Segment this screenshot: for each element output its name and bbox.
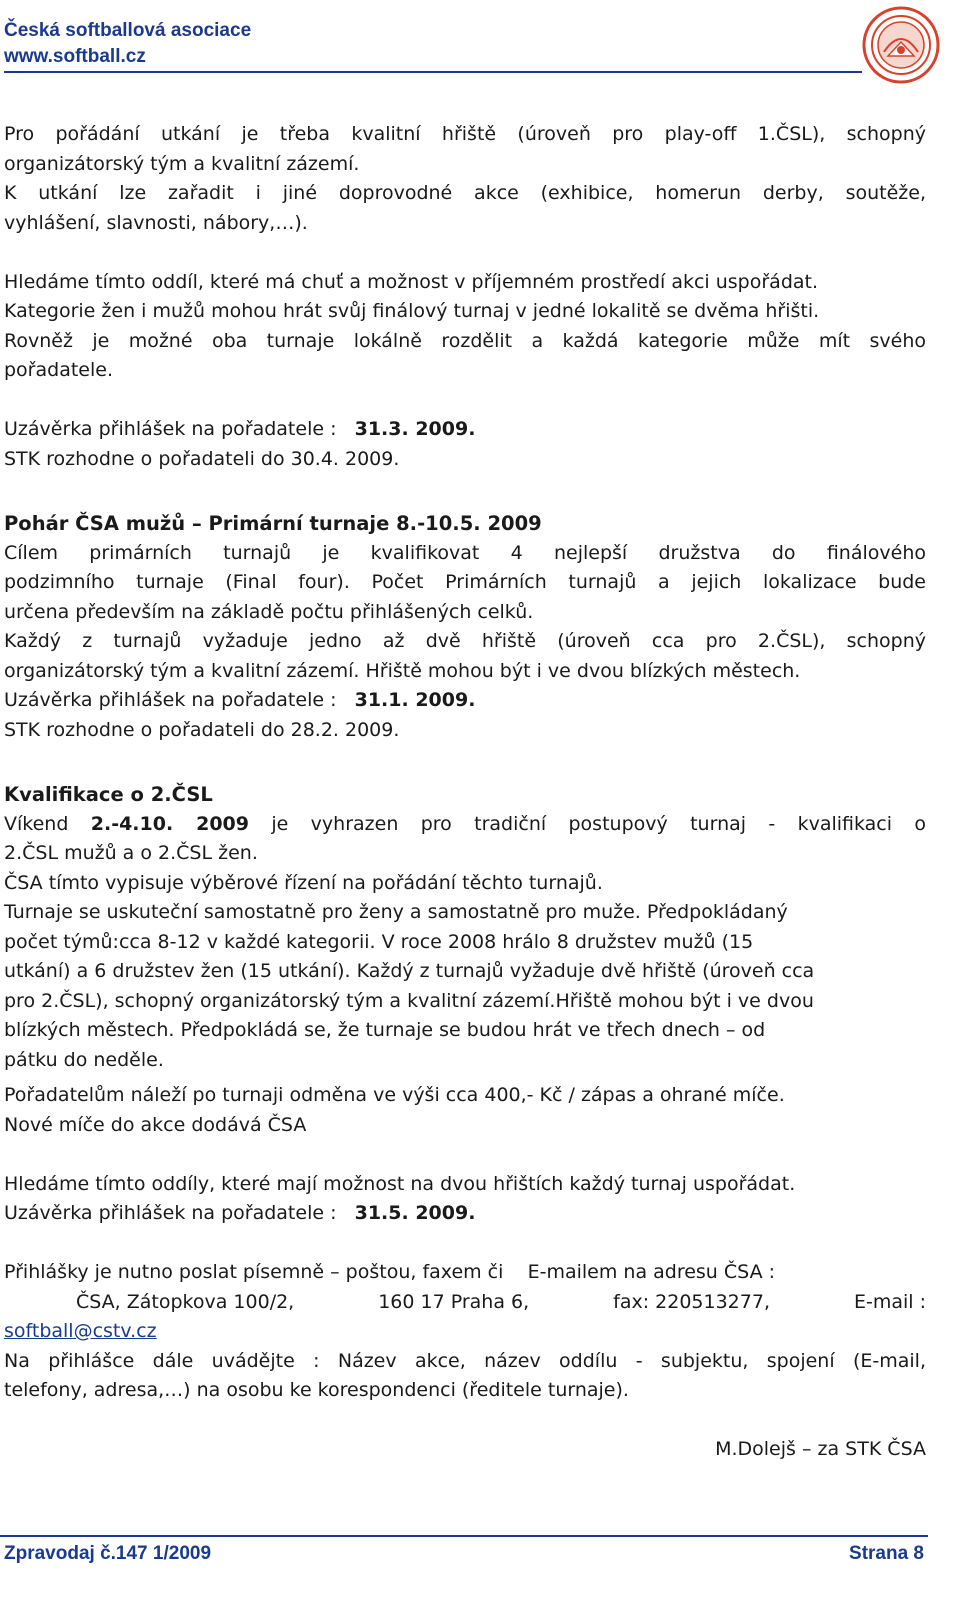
intro-line: K utkání lze zařadit i jiné doprovodné akce (exhibice, homerun derby, soutěže,: [4, 182, 926, 204]
section-heading-kvalifikace: Kvalifikace o 2.ČSL: [4, 783, 213, 806]
contact-line: telefony, adresa,…) na osobu ke korespondenci (ředitele turnaje).: [4, 1379, 629, 1401]
deadline-line: [4, 686, 926, 716]
deadline-date: 31.5. 2009.: [354, 1202, 476, 1224]
issue-label: Zpravodaj č.147 1/2009: [4, 1543, 212, 1564]
deadline-line: [4, 1199, 926, 1229]
kvalifikace-line: 2.ČSL mužů a o 2.ČSL žen.: [4, 842, 258, 864]
address-street: ČSA, Zátopkova 100/2,: [76, 1290, 295, 1313]
stk-decision-line: STK rozhodne o pořadateli do 28.2. 2009.: [4, 718, 400, 741]
intro-line: Rovněž je možné oba turnaje lokálně rozdělit a každá kategorie může mít svého: [4, 329, 926, 352]
contact-address: [4, 1288, 926, 1318]
pohar-line: organizátorský tým a kvalitní zázemí. Hřiště mohou být i ve dvou blízkých městech.: [4, 659, 801, 682]
contact-line: [4, 1258, 926, 1288]
pohar-line: Každý z turnajů vyžaduje jedno až dvě hřiště (úroveň cca pro 2.ČSL), schopný: [4, 630, 926, 652]
contact-line: Na přihlášce dále uvádějte : Název akce, název oddílu - subjektu, spojení (E-mail,: [4, 1349, 926, 1372]
pohar-line: Cílem primárních turnajů je kvalifikovat 4 nejlepší družstva do finálového: [4, 541, 926, 564]
address-fax: fax: 220513277,: [613, 1290, 770, 1313]
kvalifikace-line: [4, 810, 926, 840]
weekend-text: je vyhrazen pro tradiční postupový turnaj - kvalifikaci o: [271, 812, 927, 835]
softball-association-logo-icon: [862, 6, 940, 84]
deadline-label: Uzávěrka přihlášek na pořadatele :: [4, 1202, 337, 1224]
intro-line: Pro pořádání utkání je třeba kvalitní hřiště (úroveň pro play-off 1.ČSL), schopný: [4, 123, 926, 145]
deadline-label: Uzávěrka přihlášek na pořadatele :: [4, 689, 337, 711]
deadline-line: [4, 415, 926, 445]
signature: M.Dolejš – za STK ČSA: [715, 1438, 926, 1460]
org-website: www.softball.cz: [4, 46, 146, 67]
stk-decision-line: STK rozhodne o pořadateli do 30.4. 2009.: [4, 447, 400, 470]
kvalifikace-line: ČSA tímto vypisuje výběrové řízení na pořádání těchto turnajů.: [4, 871, 603, 894]
article-body: [4, 120, 926, 1465]
contact-intro-email: E-mailem na adresu ČSA :: [527, 1261, 776, 1283]
deadline-label: Uzávěrka přihlášek na pořadatele :: [4, 418, 337, 440]
kvalifikace-line: počet týmů:cca 8-12 v každé kategorii. V roce 2008 hrálo 8 družstev mužů (15: [4, 930, 754, 953]
kvalifikace-line: utkání) a 6 družstev žen (15 utkání). Každý z turnajů vyžaduje dvě hřiště (úroveň cca: [4, 960, 815, 982]
email-link[interactable]: softball@cstv.cz: [4, 1320, 157, 1342]
pohar-line: určena především na základě počtu přihlášených celků.: [4, 600, 534, 623]
intro-line: vyhlášení, slavnosti, nábory,…).: [4, 211, 308, 234]
page-footer: [0, 1535, 960, 1595]
footer-divider: [0, 1535, 928, 1537]
intro-line: pořadatele.: [4, 359, 113, 381]
reward-line: Pořadatelům náleží po turnaji odměna ve výši cca 400,- Kč / zápas a ohrané míče.: [4, 1084, 785, 1106]
intro-line: organizátorský tým a kvalitní zázemí.: [4, 152, 360, 175]
page-header: [0, 0, 960, 90]
intro-line: Hledáme tímto oddíl, které má chuť a možnost v příjemném prostředí akci uspořádat.: [4, 270, 819, 293]
org-name: Česká softballová asociace: [4, 20, 252, 41]
section-heading-pohar: Pohár ČSA mužů – Primární turnaje 8.-10.5. 2009: [4, 512, 542, 535]
weekend-label: Víkend: [4, 812, 69, 835]
contact-intro: Přihlášky je nutno poslat písemně – poštou, faxem či: [4, 1261, 504, 1283]
intro-line: Kategorie žen i mužů mohou hrát svůj finálový turnaj v jedné lokalitě se dvěma hřišti.: [4, 300, 820, 322]
contact-email-line: [4, 1317, 926, 1347]
kvalifikace-line: Hledáme tímto oddíly, které mají možnost na dvou hřištích každý turnaj uspořádat.: [4, 1172, 796, 1195]
deadline-date: 31.1. 2009.: [354, 689, 476, 711]
kvalifikace-line: blízkých městech. Předpokládá se, že turnaje se budou hrát ve třech dnech – od: [4, 1019, 766, 1041]
kvalifikace-line: pro 2.ČSL), schopný organizátorský tým a kvalitní zázemí.Hřiště mohou být i ve dvou: [4, 989, 814, 1012]
address-email-label: E-mail :: [853, 1290, 926, 1313]
kvalifikace-line: pátku do neděle.: [4, 1048, 164, 1071]
deadline-date: 31.3. 2009.: [354, 418, 476, 440]
kvalifikace-line: Turnaje se uskuteční samostatně pro ženy a samostatně pro muže. Předpokládaný: [4, 901, 788, 923]
address-city: 160 17 Praha 6,: [378, 1290, 530, 1313]
reward-line: Nové míče do akce dodává ČSA: [4, 1113, 307, 1136]
header-divider: [4, 71, 862, 73]
page-number: Strana 8: [849, 1543, 924, 1564]
weekend-dates: 2.-4.10. 2009: [90, 812, 249, 835]
pohar-line: podzimního turnaje (Final four). Počet Primárních turnajů a jejich lokalizace bude: [4, 571, 926, 593]
